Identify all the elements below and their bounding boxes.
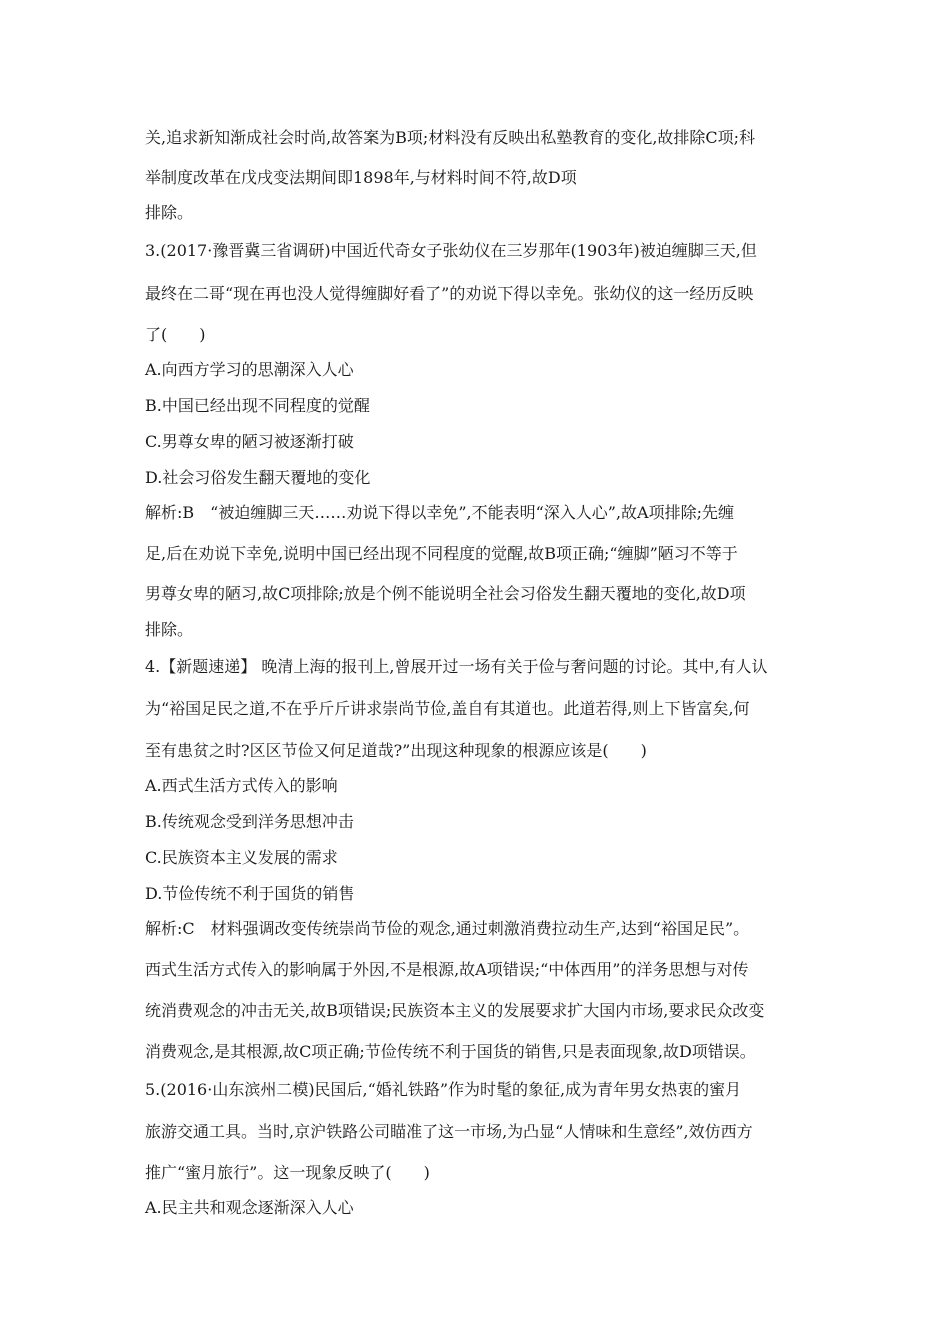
text-line: 消费观念,是其根源,故C项正确;节俭传统不利于国货的销售,只是表面现象,故D项错误。 [145, 1042, 756, 1061]
option-c: C.男尊女卑的陋习被逐渐打破 [145, 432, 354, 451]
analysis-text: 解析:C 材料强调改变传统崇尚节俭的观念,通过刺激消费拉动生产,达到“裕国足民”。 [145, 919, 750, 938]
option-a: A.向西方学习的思潮深入人心 [145, 360, 354, 379]
option-a: A.西式生活方式传入的影响 [145, 776, 338, 795]
text-line: 为“裕国足民之道,不在乎斤斤讲求崇尚节俭,盖自有其道也。此道若得,则上下皆富矣,何 [145, 699, 750, 718]
text-line: 最终在二哥“现在再也没人觉得缠脚好看了”的劝说下得以幸免。张幼仪的这一经历反映 [145, 284, 754, 303]
text-line: 男尊女卑的陋习,故C项排除;放是个例不能说明全社会习俗发生翻天覆地的变化,故D项 [145, 584, 746, 603]
option-b: B.中国已经出现不同程度的觉醒 [145, 396, 370, 415]
option-c: C.民族资本主义发展的需求 [145, 848, 338, 867]
text-line: 西式生活方式传入的影响属于外因,不是根源,故A项错误;“中体西用”的洋务思想与对传 [145, 960, 749, 979]
analysis-text: 解析:B “被迫缠脚三天……劝说下得以幸免”,不能表明“深入人心”,故A项排除;先缠 [145, 503, 734, 522]
option-d: D.节俭传统不利于国货的销售 [145, 884, 355, 903]
text-line: 关,追求新知渐成社会时尚,故答案为B项;材料没有反映出私塾教育的变化,故排除C项;科 [145, 128, 756, 147]
option-a: A.民主共和观念逐渐深入人心 [145, 1198, 354, 1217]
question-5-stem: 5.(2016·山东滨州二模)民国后,“婚礼铁路”作为时髦的象征,成为青年男女热衷的蜜月 [145, 1080, 742, 1099]
text-line: 旅游交通工具。当时,京沪铁路公司瞄准了这一市场,为凸显“人情味和生意经”,效仿西方 [145, 1122, 753, 1141]
text-line: 推广“蜜月旅行”。这一现象反映了( ) [145, 1163, 430, 1182]
text-line: 排除。 [145, 620, 194, 639]
question-4-stem: 4.【新题速递】 晚清上海的报刊上,曾展开过一场有关于俭与奢问题的讨论。其中,有人认 [145, 657, 768, 676]
text-line: 了( ) [145, 325, 206, 344]
text-line: 至有患贫之时?区区节俭又何足道哉?”出现这种现象的根源应该是( ) [145, 741, 647, 760]
text-line: 统消费观念的冲击无关,故B项错误;民族资本主义的发展要求扩大国内市场,要求民众改变 [145, 1001, 765, 1020]
option-d: D.社会习俗发生翻天覆地的变化 [145, 468, 371, 487]
option-b: B.传统观念受到洋务思想冲击 [145, 812, 354, 831]
text-line: 足,后在劝说下幸免,说明中国已经出现不同程度的觉醒,故B项正确;“缠脚”陋习不等于 [145, 544, 738, 563]
question-3-stem: 3.(2017·豫晋冀三省调研)中国近代奇女子张幼仪在三岁那年(1903年)被迫缠脚三天,但 [145, 241, 757, 260]
text-line: 举制度改革在戊戌变法期间即1898年,与材料时间不符,故D项 [145, 168, 577, 187]
text-line: 排除。 [145, 203, 194, 222]
